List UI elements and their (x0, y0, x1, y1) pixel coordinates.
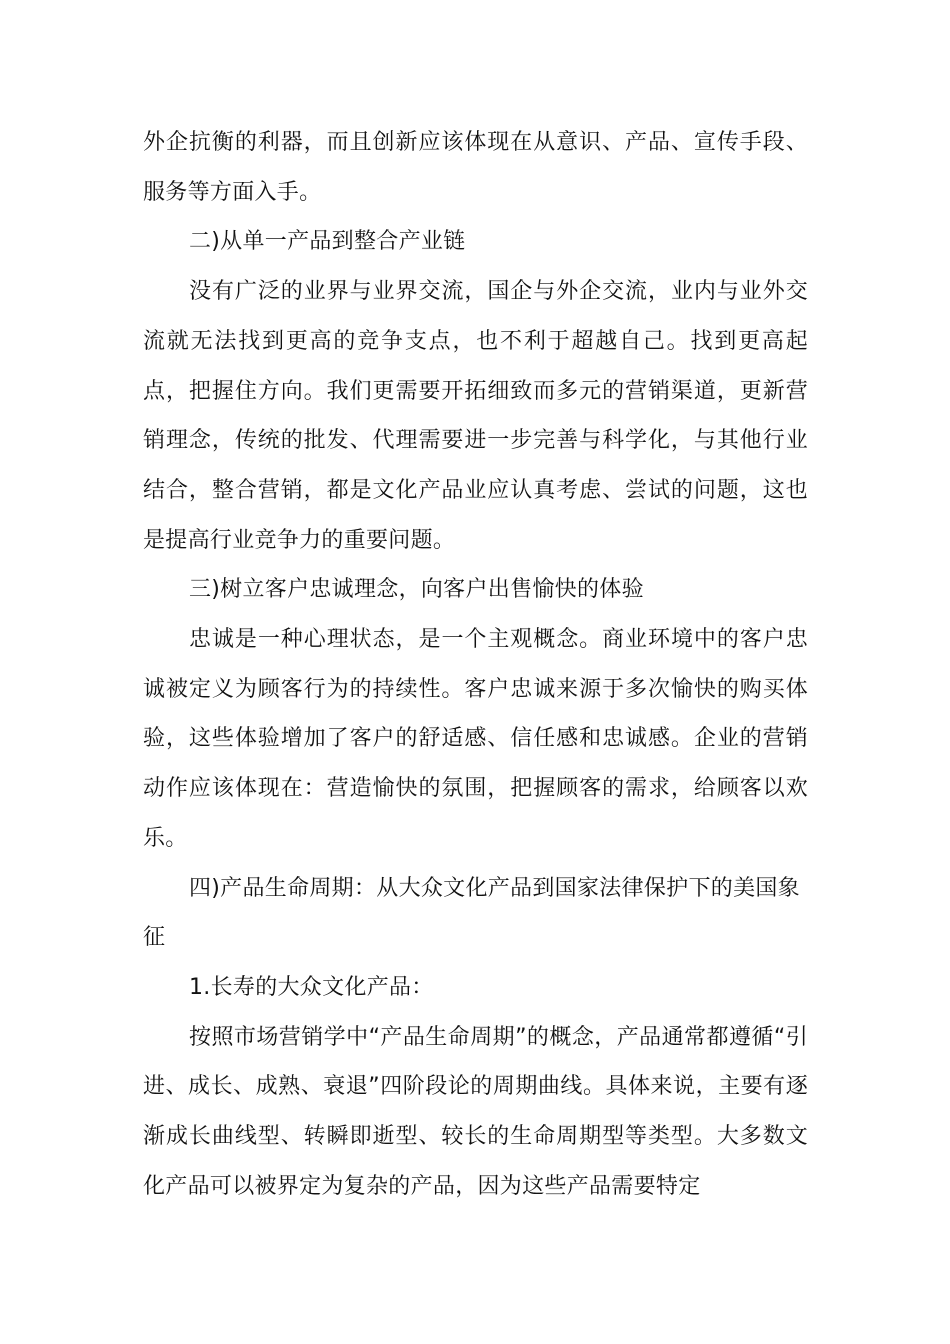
paragraph-product-lifecycle: 按照市场营销学中“产品生命周期”的概念，产品通常都遵循“引进、成长、成熟、衰退”四阶段论的周期曲线。具体来说，主要有逐渐成长曲线型、转瞬即逝型、较长的生命周期型等类型。大多数文化产品可以被界定为复杂的产品，因为这些产品需要特定 (143, 1024, 808, 1199)
paragraph-customer-loyalty: 忠诚是一种心理状态，是一个主观概念。商业环境中的客户忠诚被定义为顾客行为的持续性。客户忠诚来源于多次愉快的购买体验，这些体验增加了客户的舒适感、信任感和忠诚感。企业的营销动作应该体现在：营造愉快的氛围，把握顾客的需求，给顾客以欢乐。 (143, 627, 808, 851)
document-body (143, 118, 808, 1211)
paragraph-industry-chain: 没有广泛的业界与业界交流，国企与外企交流，业内与业外交流就无法找到更高的竞争支点，也不利于超越自己。找到更高起点，把握住方向。我们更需要开拓细致而多元的营销渠道，更新营销理念，传统的批发、代理需要进一步完善与科学化，与其他行业结合，整合营销，都是文化产品业应认真考虑、尝试的问题，这也是提高行业竞争力的重要问题。 (143, 279, 808, 553)
section-heading-4: 四)产品生命周期：从大众文化产品到国家法律保护下的美国象征 (143, 875, 800, 951)
subsection-heading-1: 1.长寿的大众文化产品： (189, 974, 434, 1000)
section-heading-3: 三)树立客户忠诚理念，向客户出售愉快的体验 (189, 577, 644, 603)
paragraph-continuation: 外企抗衡的利器，而且创新应该体现在从意识、产品、宣传手段、服务等方面入手。 (143, 130, 808, 205)
section-heading-2: 二)从单一产品到整合产业链 (189, 229, 466, 255)
